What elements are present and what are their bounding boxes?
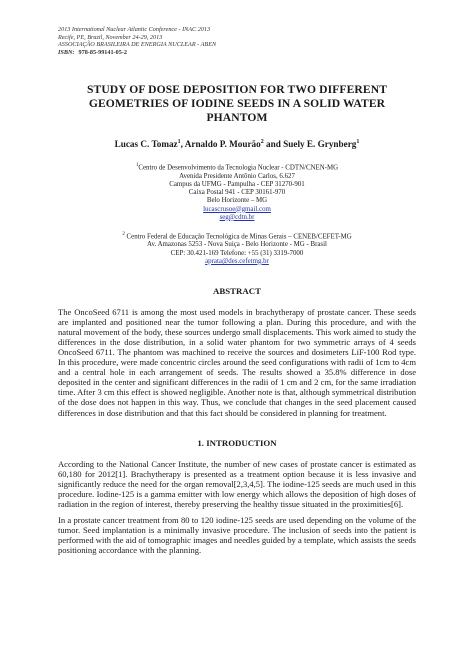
affiliation-1-marker: 1 xyxy=(135,163,139,169)
affiliation-1-address: Avenida Presidente Antônio Carlos, 6.627 xyxy=(179,172,295,180)
affiliation-1-postal: Caixa Postal 941 - CEP 30161-970 xyxy=(188,189,286,197)
author-3-affil: 1 xyxy=(356,139,360,146)
author-2-affil: 2 xyxy=(260,139,264,146)
title-line-2: GEOMETRIES OF IODINE SEEDS IN A SOLID WATER PHANTOM xyxy=(88,96,386,124)
author-separator: , xyxy=(180,139,185,150)
author-separator: and xyxy=(263,139,284,150)
conference-association: ASSOCIAÇÃO BRASILEIRA DE ENERGIA NUCLEAR - ABEN xyxy=(58,41,217,49)
affiliation-2-line xyxy=(58,231,416,242)
author-1-affil: 1 xyxy=(177,139,181,146)
introduction-heading: 1. INTRODUCTION xyxy=(197,437,277,448)
author-list xyxy=(58,137,416,150)
affiliation-2-institution: Centro Federal de Educação Tecnológica de Minas Gerais – CENEB/CEFET-MG xyxy=(126,233,352,241)
affiliation-1-city: Belo Horizonte – MG xyxy=(206,197,268,205)
isbn-value: 978-85-99141-05-2 xyxy=(78,48,127,56)
conference-location: Recife, PE, Brazil, November 24-29, 2013 xyxy=(58,33,163,41)
email-link-2[interactable]: seg@cdtn.br xyxy=(219,213,255,221)
isbn-label: ISBN: xyxy=(58,48,75,56)
email-link-1[interactable]: lucascrusoe@gmail.com xyxy=(203,205,271,213)
affiliation-2-address: Av. Amazonas 5253 - Nova Suiça - Belo Horizonte - MG - Brasil xyxy=(147,241,327,249)
affiliation-2-marker: 2 xyxy=(122,231,125,237)
introduction-paragraph-1: According to the National Cancer Institute, the number of new cases of prostate cancer is estimated as 60,180 for 2012[1]. Brachytherapy is presented as a treatment option because it is less invasive and significantly reduce the need for the organ removal[2,3,4,5]. The iodine-125 seeds are much used in this procedure. Iodine-125 is a gamma emitter with low energy which allows the deposition of high doses of radiation in the region of interest, thereby preserving the healthy tissue situated in the proximities[6]. xyxy=(58,458,416,509)
email-link-3[interactable]: aprata@des.cefetmg.br xyxy=(205,257,269,265)
conference-name: 2013 International Nuclear Atlantic Conference - INAC 2013 xyxy=(58,26,211,33)
author-3: Suely E. Grynberg xyxy=(283,139,357,150)
paper-title xyxy=(58,83,416,124)
affiliation-1-line xyxy=(58,162,416,173)
abstract-text: The OncoSeed 6711 is among the most used models in brachytherapy of prostate cancer. These seeds are implanted and positioned near the tumor following a plan. During this procedure, and with the natural movement of the body, these sources undergo small displacements. This work aimed to study the differences in the dose distribution, in a solid water phantom for two symmetric arrays of 4 seeds OncoSeed 6711. The phantom was machined to receive the sources and dosimeters LiF-100 Rod type. In this procedure, were made concentric circles around the seed configurations with radii of 1cm to 4cm and a central hole in each arrangement of seeds. The results showed a 35.8% difference in dose deposited in the center and significant differences in the radii of 1 cm and 2 cm, for the same irradiation time. After 3 cm this effect is showed negligible. Another note is that, although symmetrical distribution of the dose does not happen in this way. Thus, we conclude that changes in the seed placement caused differences in dose distribution and that this fact should be considered in planning for treatment. xyxy=(58,307,416,418)
author-1: Lucas C. Tomaz xyxy=(114,139,178,150)
abstract-heading: ABSTRACT xyxy=(213,286,261,297)
affiliation-1-institution: Centro de Desenvolvimento da Tecnologia Nuclear - CDTN/CNEN-MG xyxy=(138,164,339,172)
introduction-paragraph-2: In a prostate cancer treatment from 80 to 120 iodine-125 seeds are used depending on the volume of the tumor. Seed implantation is a minimally invasive procedure. The inclusion of seeds into the patient is performed with the aid of tomographic images and needles guided by a template, which assists the seeds positioning accordance with the planning. xyxy=(58,514,416,555)
author-2: Arnaldo P. Mourão xyxy=(184,139,261,150)
affiliation-1 xyxy=(58,162,416,222)
title-line-1: STUDY OF DOSE DEPOSITION FOR TWO DIFFERENT xyxy=(86,83,388,97)
isbn-line xyxy=(58,49,416,57)
affiliation-2 xyxy=(58,231,416,266)
conference-header xyxy=(58,26,416,56)
affiliation-2-contact: CEP: 30.421-169 Telefone: +55 (31) 3319-7000 xyxy=(170,249,304,257)
affiliation-1-campus: Campus da UFMG - Pampulha - CEP 31270-901 xyxy=(169,180,305,188)
